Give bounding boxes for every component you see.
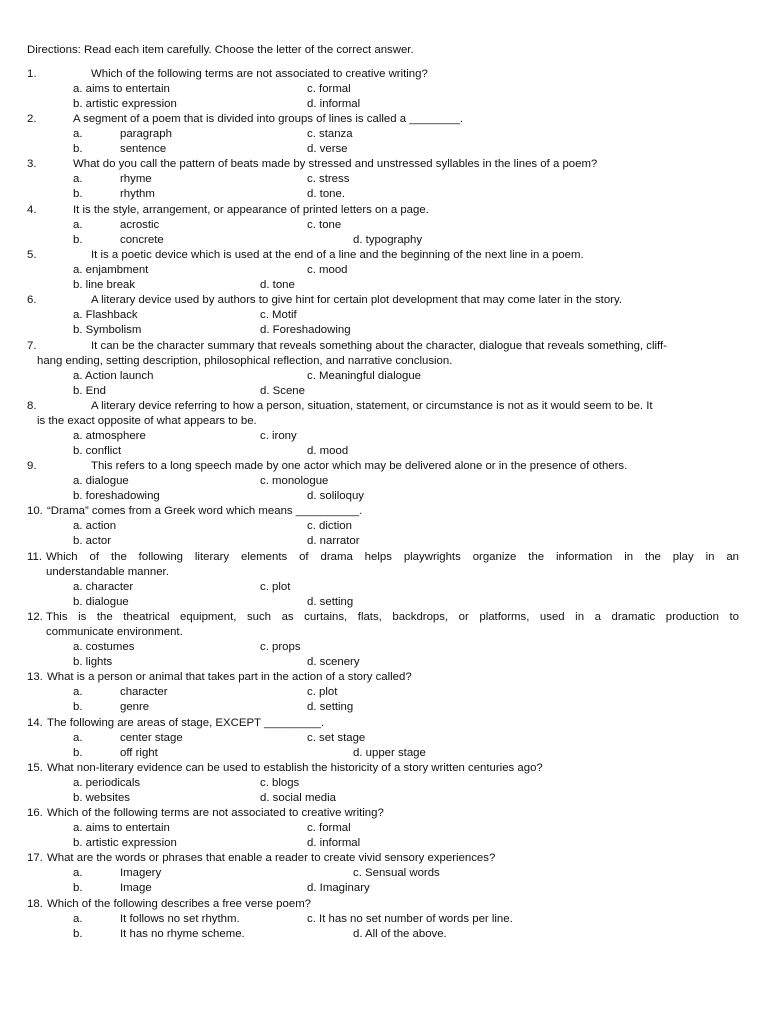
option-b-letter: b. <box>73 143 83 155</box>
question-text-continued: communicate environment. <box>46 626 183 638</box>
option-a-letter: a. <box>73 686 83 698</box>
option-d: d. scenery <box>307 656 360 668</box>
option-b: b. End <box>73 385 106 397</box>
option-a-letter: a. <box>73 867 83 879</box>
question-number: 10. <box>27 505 43 517</box>
option-d: d. informal <box>307 98 361 110</box>
option-c: c. stanza <box>307 128 353 140</box>
question-text: What are the words or phrases that enable a reader to create vivid sensory experiences? <box>47 852 496 864</box>
option-b: b. artistic expression <box>73 837 177 849</box>
option-b: b. line break <box>73 279 136 291</box>
option-b: sentence <box>120 143 167 155</box>
option-a: a. character <box>73 581 134 593</box>
option-d: d. typography <box>353 234 423 246</box>
option-a-letter: a. <box>73 128 83 140</box>
option-b: b. foreshadowing <box>73 490 160 502</box>
option-a: paragraph <box>120 128 172 140</box>
question-text: It is a poetic device which is used at the end of a line and the beginning of the next line in a poem. <box>91 249 584 261</box>
question-text: It can be the character summary that reveals something about the character, dialogue that reveals something, cliff- <box>91 340 667 352</box>
option-d: d. narrator <box>307 535 360 547</box>
option-b: Image <box>120 882 152 894</box>
option-d: d. setting <box>307 596 354 608</box>
option-a: acrostic <box>120 219 160 231</box>
question-number: 11. <box>27 551 42 563</box>
question-text: A literary device referring to how a person, situation, statement, or circumstance is not as it would seem to be. It <box>91 400 653 412</box>
option-a: a. aims to entertain <box>73 83 170 95</box>
option-c: c. plot <box>260 581 291 593</box>
option-b: b. artistic expression <box>73 98 177 110</box>
question-number: 3. <box>27 158 37 170</box>
option-a-letter: a. <box>73 219 83 231</box>
option-d: d. soliloquy <box>307 490 364 502</box>
question-number: 13. <box>27 671 43 683</box>
option-c: c. mood <box>307 264 348 276</box>
option-b: b. lights <box>73 656 113 668</box>
option-a: a. periodicals <box>73 777 141 789</box>
option-c: c. monologue <box>260 475 329 487</box>
option-c: c. Sensual words <box>353 867 440 879</box>
option-d: d. mood <box>307 445 349 457</box>
option-d: d. Imaginary <box>307 882 370 894</box>
option-b: b. actor <box>73 535 111 547</box>
question-number: 16. <box>27 807 43 819</box>
option-b-letter: b. <box>73 234 83 246</box>
option-b: b. conflict <box>73 445 122 457</box>
option-b-letter: b. <box>73 928 83 940</box>
question-text-continued: hang ending, setting description, philosophical reflection, and narrative conclusion. <box>37 355 453 367</box>
question-text-continued: understandable manner. <box>46 566 169 578</box>
option-a: a. aims to entertain <box>73 822 170 834</box>
question-text: This is the theatrical equipment, such as curtains, flats, backdrops, or platforms, used in a dramatic production to <box>46 611 739 623</box>
option-c: c. set stage <box>307 732 366 744</box>
option-a: character <box>120 686 168 698</box>
option-d: d. social media <box>260 792 336 804</box>
option-c: c. props <box>260 641 301 653</box>
option-c: c. Meaningful dialogue <box>307 370 421 382</box>
option-c: c. diction <box>307 520 352 532</box>
option-c: c. irony <box>260 430 297 442</box>
question-text: The following are areas of stage, EXCEPT _________. <box>47 717 325 729</box>
option-d: d. Scene <box>260 385 305 397</box>
option-a-letter: a. <box>73 913 83 925</box>
question-number: 7. <box>27 340 37 352</box>
option-b: off right <box>120 747 158 759</box>
option-c: c. It has no set number of words per line. <box>307 913 513 925</box>
option-a: a. Flashback <box>73 309 138 321</box>
option-d: d. upper stage <box>353 747 426 759</box>
question-text: What non-literary evidence can be used to establish the historicity of a story written centuries ago? <box>47 762 543 774</box>
option-b: b. dialogue <box>73 596 129 608</box>
option-a-letter: a. <box>73 173 83 185</box>
option-a: a. dialogue <box>73 475 129 487</box>
option-a: a. costumes <box>73 641 135 653</box>
question-number: 8. <box>27 400 37 412</box>
option-b: concrete <box>120 234 164 246</box>
option-a-letter: a. <box>73 732 83 744</box>
question-text: What do you call the pattern of beats made by stressed and unstressed syllables in the lines of a poem? <box>73 158 598 170</box>
question-number: 2. <box>27 113 37 125</box>
option-a: It follows no set rhythm. <box>120 913 240 925</box>
question-text: A segment of a poem that is divided into groups of lines is called a ________. <box>73 113 464 125</box>
option-b: rhythm <box>120 188 155 200</box>
question-number: 18. <box>27 898 43 910</box>
option-c: c. formal <box>307 822 351 834</box>
question-number: 15. <box>27 762 43 774</box>
option-b: It has no rhyme scheme. <box>120 928 245 940</box>
option-c: c. tone <box>307 219 342 231</box>
option-d: d. All of the above. <box>353 928 447 940</box>
question-number: 17. <box>27 852 43 864</box>
option-b-letter: b. <box>73 701 83 713</box>
option-a: a. enjambment <box>73 264 149 276</box>
option-c: c. stress <box>307 173 350 185</box>
question-number: 4. <box>27 204 37 216</box>
option-c: c. formal <box>307 83 351 95</box>
option-b-letter: b. <box>73 747 83 759</box>
option-d: d. tone. <box>307 188 345 200</box>
question-text: Which of the following describes a free verse poem? <box>47 898 312 910</box>
option-a: center stage <box>120 732 183 744</box>
option-d: d. Foreshadowing <box>260 324 351 336</box>
option-a: Imagery <box>120 867 162 879</box>
question-text: “Drama” comes from a Greek word which means __________. <box>47 505 363 517</box>
question-number: 1. <box>27 68 37 80</box>
option-b-letter: b. <box>73 882 83 894</box>
question-number: 5. <box>27 249 37 261</box>
question-number: 12. <box>27 611 43 623</box>
option-a: a. action <box>73 520 117 532</box>
option-a: a. Action launch <box>73 370 154 382</box>
question-text: Which of the following literary elements of drama helps playwrights organize the information in the play in an <box>46 551 739 563</box>
question-text: It is the style, arrangement, or appearance of printed letters on a page. <box>73 204 429 216</box>
option-d: d. setting <box>307 701 354 713</box>
question-number: 9. <box>27 460 37 472</box>
option-d: d. verse <box>307 143 348 155</box>
option-c: c. plot <box>307 686 338 698</box>
option-b: b. Symbolism <box>73 324 142 336</box>
question-text: What is a person or animal that takes part in the action of a story called? <box>47 671 412 683</box>
directions-text: Directions: Read each item carefully. Choose the letter of the correct answer. <box>27 44 414 56</box>
option-d: d. informal <box>307 837 361 849</box>
option-a: a. atmosphere <box>73 430 146 442</box>
question-text: A literary device used by authors to give hint for certain plot development that may come later in the story. <box>91 294 622 306</box>
question-number: 14. <box>27 717 43 729</box>
option-b: b. websites <box>73 792 130 804</box>
option-d: d. tone <box>260 279 295 291</box>
option-b: genre <box>120 701 150 713</box>
question-text-continued: is the exact opposite of what appears to be. <box>37 415 257 427</box>
option-c: c. blogs <box>260 777 300 789</box>
question-number: 6. <box>27 294 37 306</box>
question-text: Which of the following terms are not associated to creative writing? <box>47 807 384 819</box>
option-a: rhyme <box>120 173 152 185</box>
option-c: c. Motif <box>260 309 297 321</box>
question-text: Which of the following terms are not associated to creative writing? <box>91 68 428 80</box>
option-b-letter: b. <box>73 188 83 200</box>
question-text: This refers to a long speech made by one actor which may be delivered alone or in the presence of others. <box>91 460 628 472</box>
